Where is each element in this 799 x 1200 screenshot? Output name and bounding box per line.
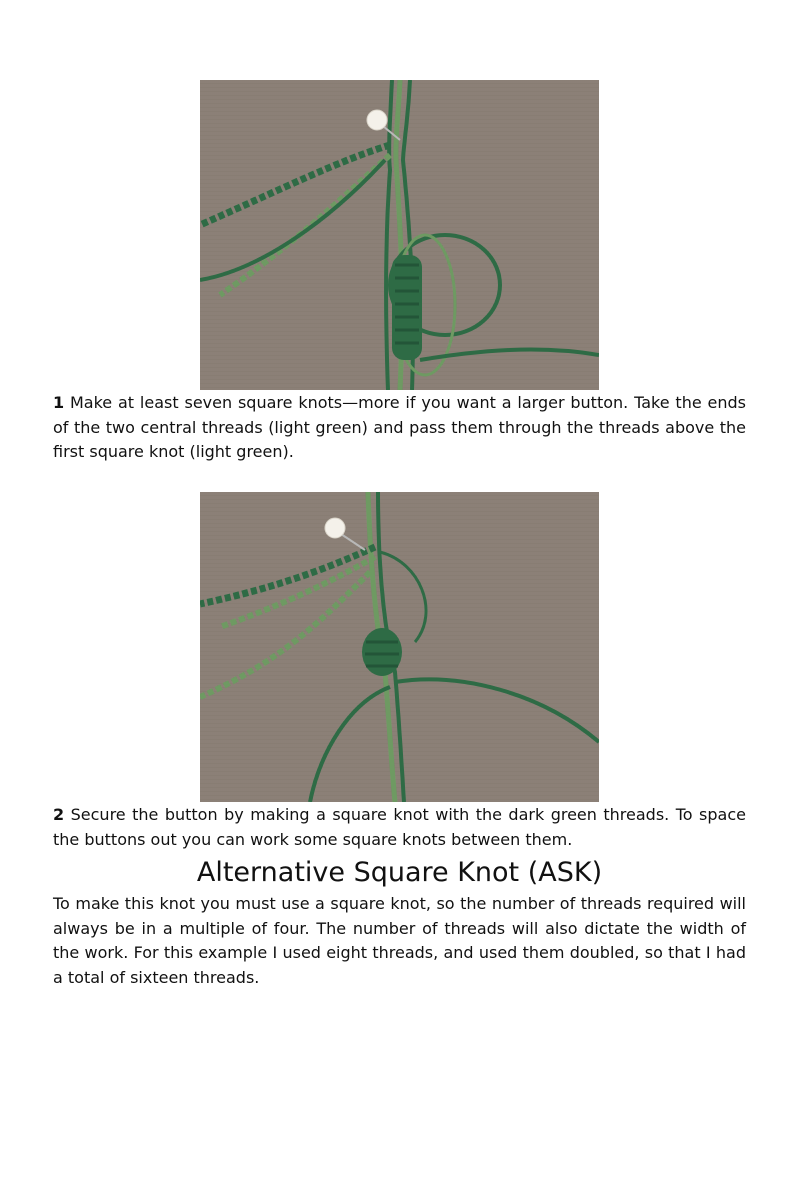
step-number: 1 — [53, 393, 65, 412]
macrame-knot-photo-2 — [200, 492, 599, 802]
step-2-photo — [200, 492, 599, 802]
step-text: Secure the button by making a square knot with the dark green threads. To space the buttons out you can work some square knots between them. — [53, 805, 746, 849]
step-text: Make at least seven square knots—more if you want a larger button. Take the ends of the two central threads (light green) and pass them through the threads above the first square knot (light green). — [53, 393, 747, 461]
section-heading: Alternative Square Knot (ASK) — [196, 857, 603, 888]
step-number: 2 — [53, 805, 65, 824]
step-2-caption — [53, 803, 746, 852]
step-1-caption — [53, 391, 746, 465]
step-1-photo — [200, 80, 599, 390]
macrame-knot-photo-1 — [200, 80, 599, 390]
section-body: To make this knot you must use a square knot, so the number of threads required will always be in a multiple of four. The number of threads will also dictate the width of the work. For this example I used eight threads, and used them doubled, so that I had a total of sixteen threads. — [53, 894, 746, 987]
